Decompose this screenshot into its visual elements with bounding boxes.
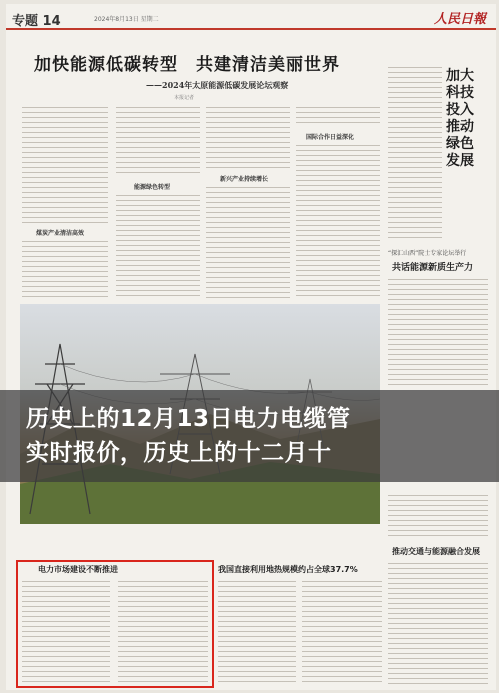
overlay-title-line2: 实时报价，历史上的十二月十 — [26, 440, 332, 466]
right-bottom-title: 推动交通与能源融合发展 — [392, 547, 480, 556]
newspaper-logo: 人民日報 — [433, 12, 486, 27]
right-box-title: 共话能源新质生产力 — [392, 263, 474, 273]
text-column — [388, 492, 488, 540]
subtitle-international: 国际合作日益深化 — [306, 134, 355, 141]
text-column — [116, 104, 200, 174]
text-column — [22, 578, 110, 682]
text-column — [388, 560, 488, 686]
text-column — [22, 104, 108, 224]
issue-date: 2024年8月13日 星期二 — [94, 16, 159, 23]
subtitle-green: 能源绿色转型 — [134, 184, 171, 191]
page-header — [6, 4, 496, 30]
text-column — [206, 104, 290, 168]
article-headline: 加快能源低碳转型 共建清洁美丽世界 — [34, 55, 340, 75]
article-subhead: ——2024年太原能源低碳发展论坛观察 — [146, 80, 289, 90]
text-column — [116, 192, 200, 298]
text-column — [22, 238, 108, 298]
overlay-title-line1: 历史上的12月13日电力电缆管 — [26, 406, 351, 432]
highlighted-article-title: 电力市场建设不断推进 — [38, 565, 118, 574]
text-column — [118, 578, 208, 682]
text-column — [296, 142, 380, 298]
section-label: 专题 14 — [12, 14, 61, 29]
text-column — [206, 184, 290, 298]
overlay-title — [26, 402, 496, 470]
text-column — [218, 578, 296, 682]
subtitle-coal: 煤炭产业清洁高效 — [36, 230, 85, 237]
right-box-kicker: “探汇山西”院士专家论坛举行 — [388, 250, 467, 257]
subtitle-industry: 新兴产业持续增长 — [220, 176, 269, 183]
text-column — [388, 276, 488, 388]
newspaper-page — [6, 4, 496, 690]
text-column — [388, 64, 442, 240]
text-column — [296, 104, 380, 126]
geothermal-article-title: 我国直接利用地热规模约占全球37.7% — [218, 565, 358, 574]
right-column-title: 加大科技投入 推动绿色发展 — [446, 68, 474, 169]
article-byline: 本报记者 — [174, 95, 195, 101]
text-column — [302, 578, 382, 682]
